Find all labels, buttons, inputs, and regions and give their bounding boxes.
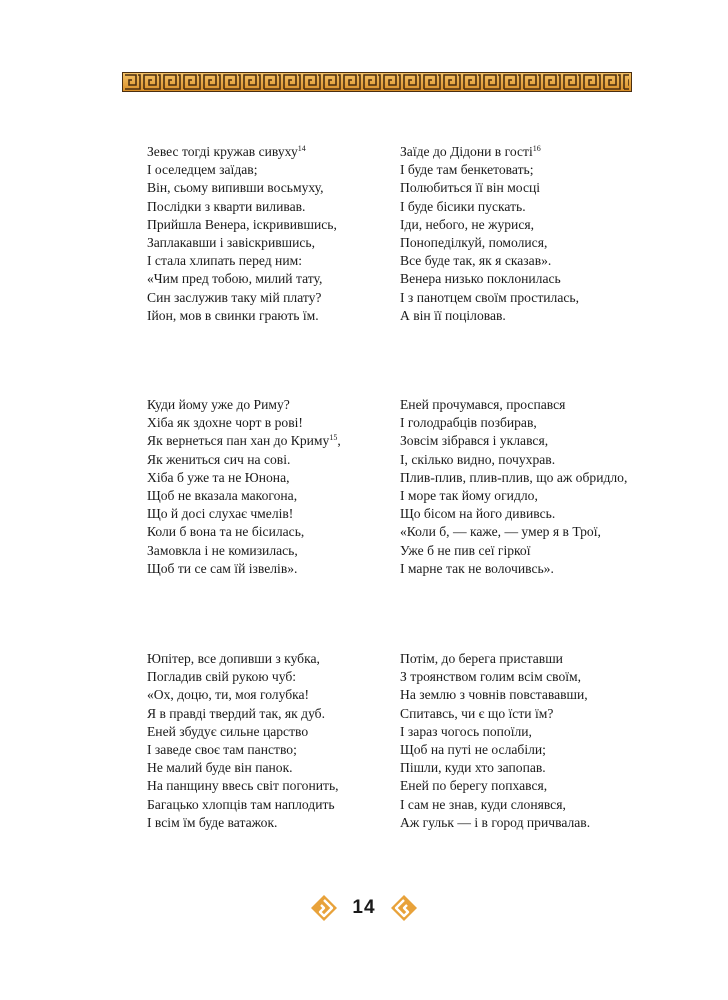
stanza-right-3 bbox=[400, 650, 590, 832]
verse-line: Щоб не вказала макогона, bbox=[147, 488, 298, 504]
verse-line: Уже б не пив сеї гіркої bbox=[400, 542, 531, 558]
verse-line: І оселедцем заїдав; bbox=[147, 162, 258, 178]
verse-line: Полюбиться її він мосці bbox=[400, 180, 541, 196]
verse-line: Замовкла і не комизилась, bbox=[147, 542, 298, 558]
verse-line: Що й досі слухає чмелів! bbox=[147, 506, 294, 522]
verse-line: На землю з човнів повстававши, bbox=[400, 687, 588, 703]
verse-line: І сам не знав, куди слонявся, bbox=[400, 796, 566, 812]
verse-line: Венера низько поклонилась bbox=[400, 271, 561, 287]
verse-line: Пішли, куди хто запопав. bbox=[400, 760, 546, 776]
footnote-marker: 16 bbox=[532, 144, 541, 153]
verse-line: Що бісом на його дививсь. bbox=[400, 506, 556, 522]
verse-line: Не малий буде він панок. bbox=[147, 760, 293, 776]
verse-line: І буде бісики пускать. bbox=[400, 198, 526, 214]
verse-line: І зараз чогось попоїли, bbox=[400, 723, 532, 739]
verse-line: Він, сьому випивши восьмуху, bbox=[147, 180, 324, 196]
verse-line: І голодрабців позбирав, bbox=[400, 415, 537, 431]
verse-line: І буде там бенкетовать; bbox=[400, 162, 534, 178]
verse-line: Заплакавши і завіскрившись, bbox=[147, 235, 316, 251]
verse-line: Прийшла Венера, іскривившись, bbox=[147, 216, 337, 232]
verse-line: Послідки з кварти виливав. bbox=[147, 198, 306, 214]
stanza-right-1 bbox=[400, 143, 579, 325]
stanza-left-1 bbox=[147, 143, 337, 325]
footnote-marker: 15 bbox=[329, 433, 338, 443]
verse-line: Заїде до Дідони в гості$^{16}$ bbox=[400, 144, 541, 159]
stanza-right-2 bbox=[400, 396, 627, 578]
verse-line: Еней збудує сильне царство bbox=[147, 723, 309, 739]
rhombus-ornament-icon bbox=[390, 894, 418, 922]
verse-line: І заведе своє там панство; bbox=[147, 742, 297, 758]
verse-line: З троянством голим всім своїм, bbox=[400, 669, 582, 685]
verse-line: «Ох, доцю, ти, моя голубка! bbox=[147, 687, 310, 703]
stanza-left-2 bbox=[147, 396, 341, 578]
verse-line: А він її поціловав. bbox=[400, 307, 506, 323]
verse-line: «Чим пред тобою, милий тату, bbox=[147, 271, 323, 287]
verse-line: І марне так не волочивсь». bbox=[400, 560, 554, 576]
verse-line: Ійон, мов в свинки грають їм. bbox=[147, 307, 319, 323]
verse-line: Хіба як здохне чорт в рові! bbox=[147, 415, 303, 431]
footnote-marker: 14 bbox=[297, 144, 306, 153]
verse-line: Аж гульк — і в город причвалав. bbox=[400, 814, 591, 830]
page-number: 14 bbox=[352, 897, 376, 918]
verse-line: І всім їм буде ватажок. bbox=[147, 814, 278, 830]
verse-line: Понопеділкуй, помолися, bbox=[400, 235, 548, 251]
verse-line: Юпітер, все допивши з кубка, bbox=[147, 651, 320, 666]
verse-line: Плив-плив, плив-плив, що аж обридло, bbox=[400, 469, 628, 485]
verse-line: Зевес тогді кружав сивуху$^{14}$ bbox=[147, 144, 306, 159]
verse-line: Як вернеться пан хан до Криму$^{15}$, bbox=[147, 433, 341, 449]
verse-line: Щоб ти се сам їй ізвелів». bbox=[147, 560, 298, 576]
verse-line: Куди йому уже до Риму? bbox=[147, 397, 290, 412]
verse-line: Багацько хлопців там наплодить bbox=[147, 796, 335, 812]
verse-line: Іди, небого, не журися, bbox=[400, 216, 535, 232]
verse-line: Спитавсь, чи є що їсти їм? bbox=[400, 705, 554, 721]
verse-line: Еней прочумався, проспався bbox=[400, 397, 566, 412]
verse-line: Щоб на путі не ослабіли; bbox=[400, 742, 546, 758]
stanza-left-3 bbox=[147, 650, 339, 832]
verse-line: Хіба б уже та не Юнона, bbox=[147, 469, 290, 485]
verse-line: Я в правді твердий так, як дуб. bbox=[147, 705, 325, 721]
verse-line: Як жениться сич на сові. bbox=[147, 451, 291, 467]
verse-line: І з панотцем своїм простилась, bbox=[400, 289, 579, 305]
verse-line: На панщину ввесь світ погонить, bbox=[147, 778, 339, 794]
verse-line: «Коли б, — каже, — умер я в Трої, bbox=[400, 524, 601, 540]
page-footer bbox=[0, 893, 728, 923]
verse-line: Коли б вона та не бісилась, bbox=[147, 524, 305, 540]
verse-line: Погладив свій рукою чуб: bbox=[147, 669, 297, 685]
rhombus-ornament-icon bbox=[310, 894, 338, 922]
verse-line: Зовсім зібрався і уклався, bbox=[400, 433, 549, 449]
verse-line: І, скілько видно, почухрав. bbox=[400, 451, 556, 467]
verse-line: Потім, до берега приставши bbox=[400, 651, 563, 666]
verse-line: Еней по берегу попхався, bbox=[400, 778, 548, 794]
verse-line: Син заслужив таку мій плату? bbox=[147, 289, 322, 305]
verse-line: І стала хлипать перед ним: bbox=[147, 253, 302, 269]
greek-key-border bbox=[122, 72, 632, 92]
verse-line: Все буде так, як я сказав». bbox=[400, 253, 552, 269]
verse-line: І море так йому огидло, bbox=[400, 488, 538, 504]
